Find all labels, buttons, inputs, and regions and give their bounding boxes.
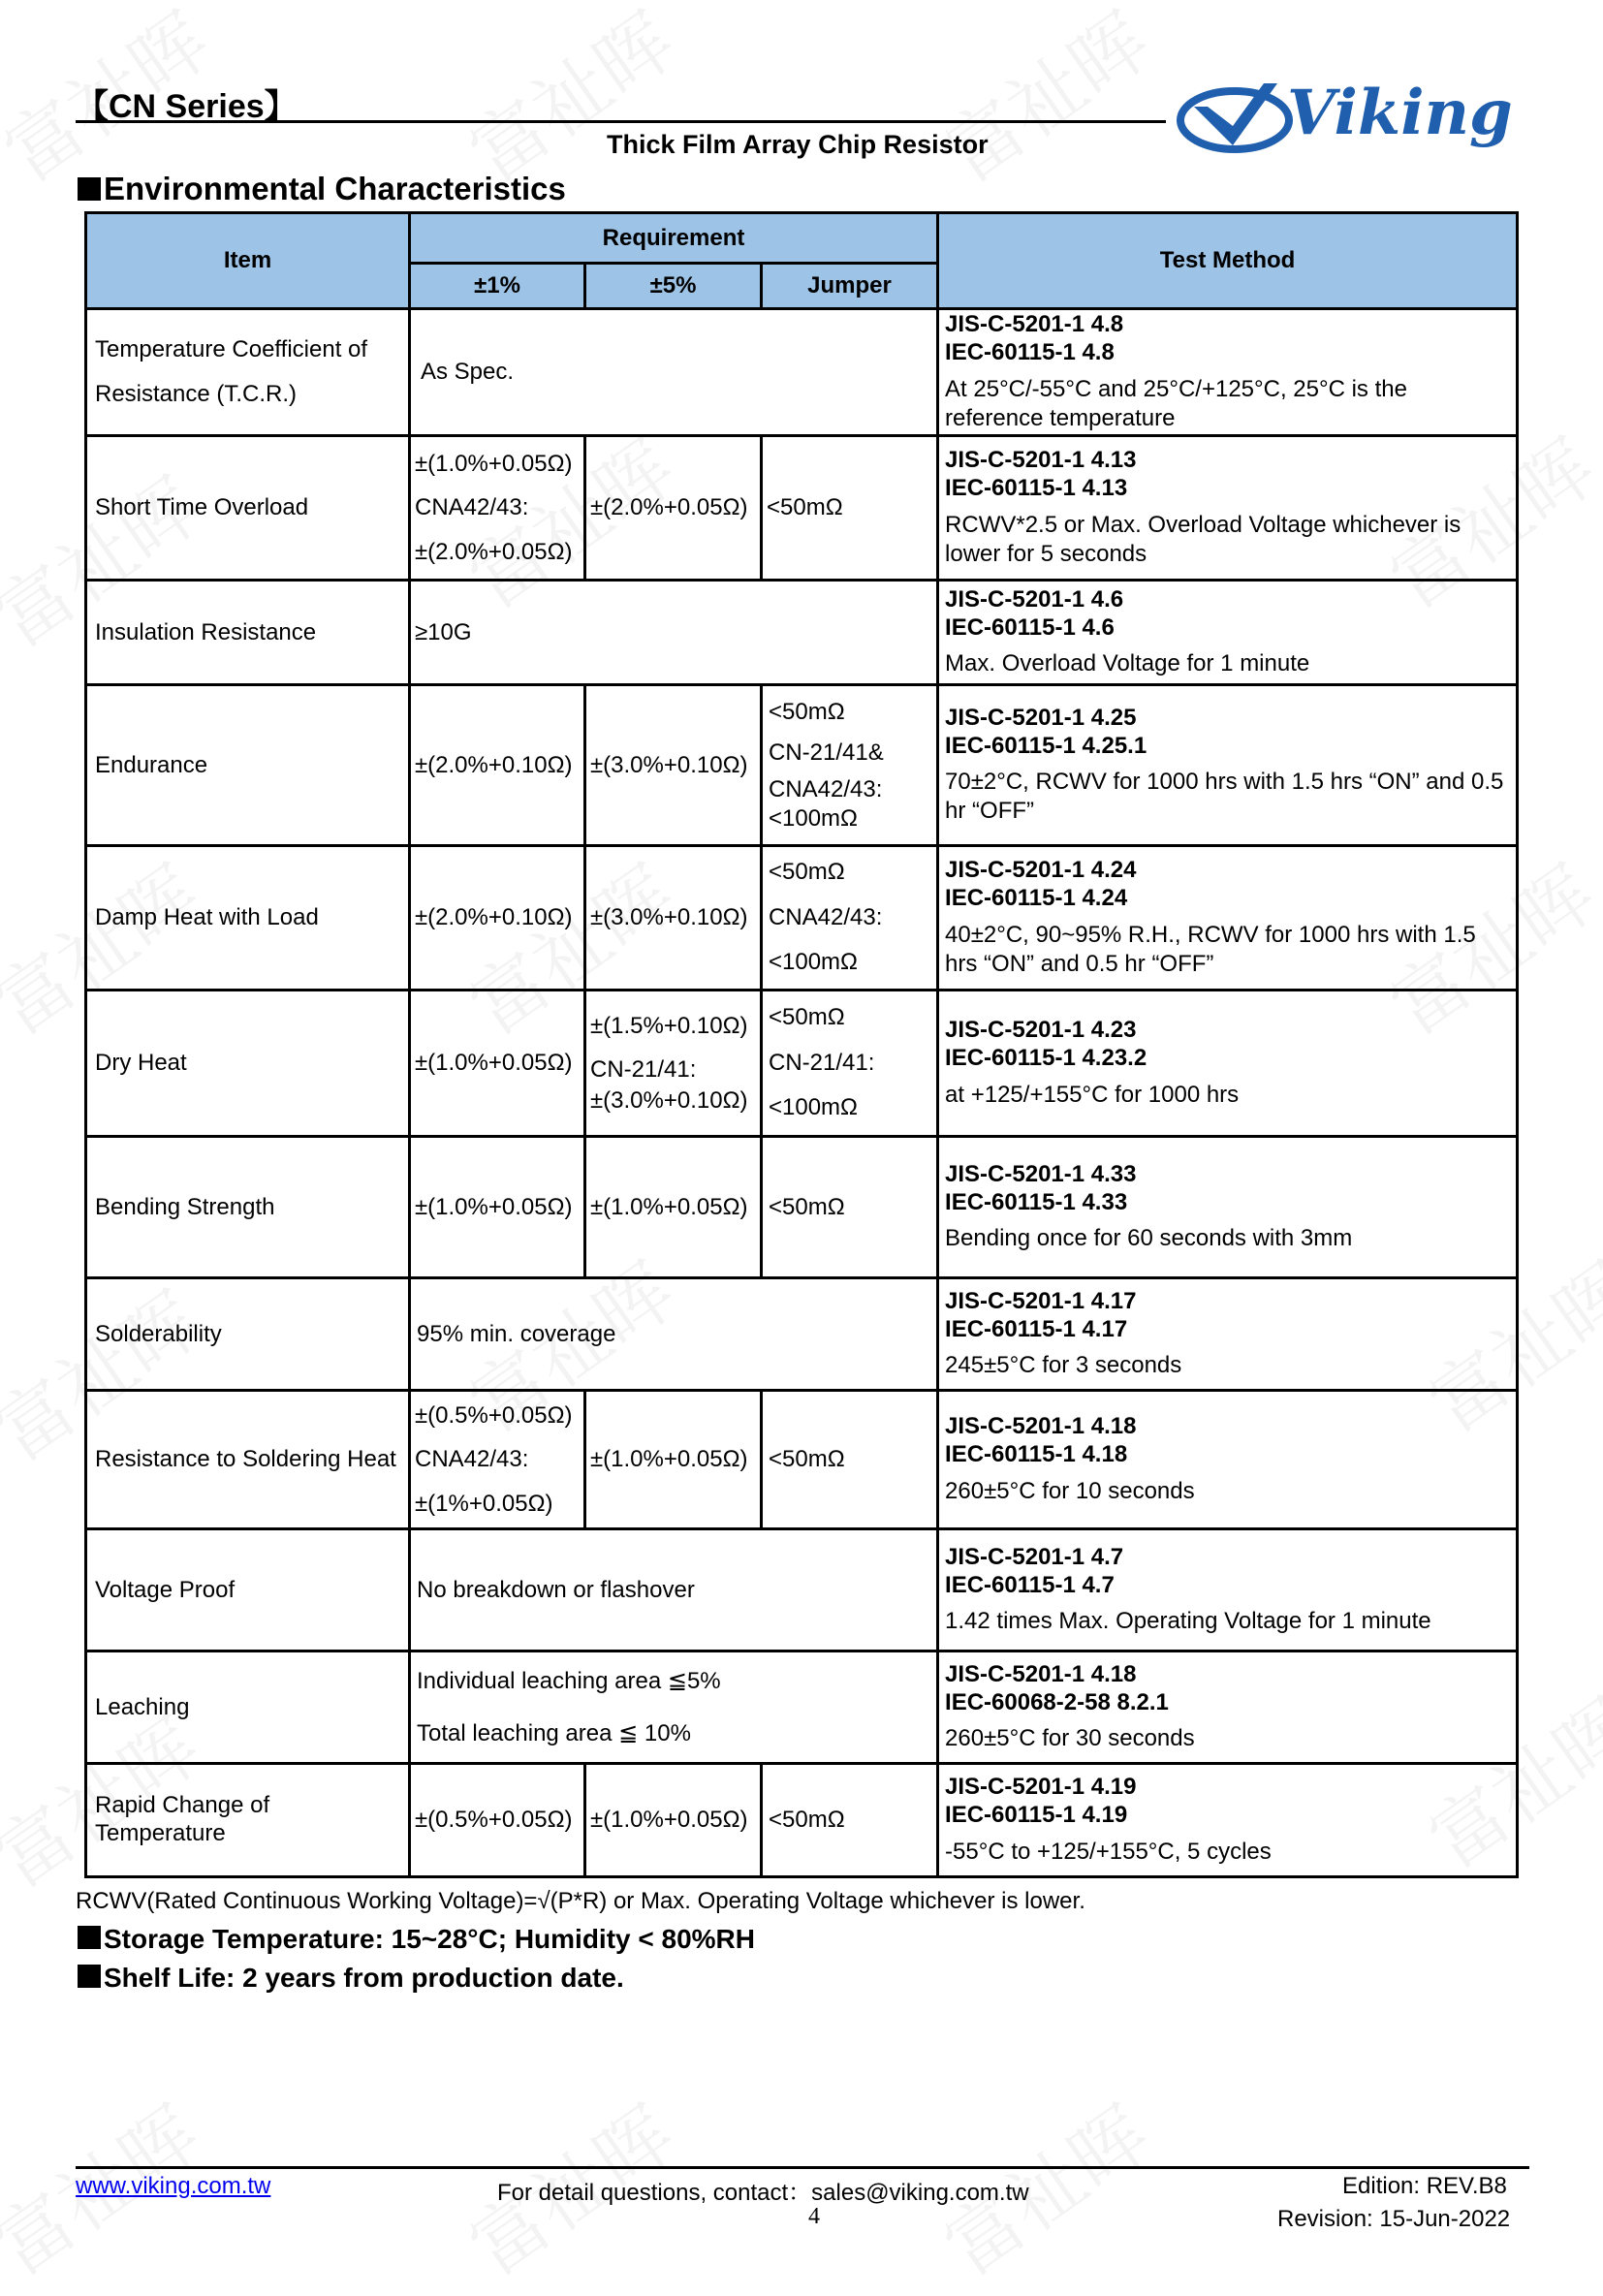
test-method-cell: JIS-C-5201-1 4.23 IEC-60115-1 4.23.2 at +125/+155°C for 1000 hrs bbox=[938, 991, 1518, 1137]
header-requirement: Requirement bbox=[410, 213, 938, 264]
table-row bbox=[86, 1137, 1518, 1278]
table-row bbox=[86, 1278, 1518, 1391]
test-method-cell: JIS-C-5201-1 4.19 IEC-60115-1 4.19 -55°C to +125/+155°C, 5 cycles bbox=[938, 1764, 1518, 1877]
environmental-characteristics-table bbox=[84, 211, 1519, 1878]
table-row bbox=[86, 1391, 1518, 1529]
table-row bbox=[86, 1651, 1518, 1764]
table-row bbox=[86, 685, 1518, 846]
requirement-jumper-cell: <50mΩ CN-21/41& CNA42/43: <100mΩ bbox=[762, 685, 938, 846]
edition-label: Edition: REV.B8 bbox=[1342, 2173, 1507, 2199]
test-method-cell: JIS-C-5201-1 4.18 IEC-60115-1 4.18 260±5°C for 10 seconds bbox=[938, 1391, 1518, 1529]
watermark bbox=[920, 0, 1168, 203]
requirement-5pct-cell: ±(1.0%+0.05Ω) bbox=[585, 1391, 762, 1529]
table-row bbox=[86, 1764, 1518, 1877]
revision-date: Revision: 15-Jun-2022 bbox=[1277, 2206, 1511, 2232]
header-tolerance-5: ±5% bbox=[585, 264, 762, 309]
requirement-5pct-cell: ±(3.0%+0.10Ω) bbox=[585, 846, 762, 991]
storage-conditions: Storage Temperature: 15~28°C; Humidity < 80%RH bbox=[78, 1924, 755, 1955]
requirement-cell: No breakdown or flashover bbox=[410, 1529, 938, 1651]
test-method-cell: JIS-C-5201-1 4.7 IEC-60115-1 4.7 1.42 times Max. Operating Voltage for 1 minute bbox=[938, 1529, 1518, 1651]
test-method-cell: JIS-C-5201-1 4.24 IEC-60115-1 4.24 40±2°C, 90~95% R.H., RCWV for 1000 hrs with 1.5 hrs “ON” and 0.5 hr “OFF” bbox=[938, 846, 1518, 991]
header-jumper: Jumper bbox=[762, 264, 938, 309]
table-row bbox=[86, 991, 1518, 1137]
item-cell: Temperature Coefficient of Resistance (T.C.R.) bbox=[86, 309, 410, 436]
test-method-cell: JIS-C-5201-1 4.25 IEC-60115-1 4.25.1 70±2°C, RCWV for 1000 hrs with 1.5 hrs “ON” and 0.5 hr “OFF” bbox=[938, 685, 1518, 846]
page-number: 4 bbox=[808, 2204, 820, 2229]
item-cell: Resistance to Soldering Heat bbox=[86, 1391, 410, 1529]
requirement-5pct-cell: ±(2.0%+0.05Ω) bbox=[585, 436, 762, 581]
requirement-1pct-cell: ±(2.0%+0.10Ω) bbox=[410, 685, 585, 846]
requirement-jumper-cell: <50mΩ bbox=[762, 1137, 938, 1278]
header-rule bbox=[76, 120, 1166, 123]
shelf-life: Shelf Life: 2 years from production date. bbox=[78, 1963, 624, 1994]
requirement-1pct-cell: ±(0.5%+0.05Ω) bbox=[410, 1764, 585, 1877]
requirement-cell: As Spec. bbox=[410, 309, 938, 436]
requirement-1pct-cell: ±(0.5%+0.05Ω) CNA42/43: ±(1%+0.05Ω) bbox=[410, 1391, 585, 1529]
header-test-method: Test Method bbox=[938, 213, 1518, 309]
item-cell: Endurance bbox=[86, 685, 410, 846]
test-method-cell: JIS-C-5201-1 4.8 IEC-60115-1 4.8 At 25°C/-55°C and 25°C/+125°C, 25°C is the reference temperature bbox=[938, 309, 1518, 436]
requirement-jumper-cell: <50mΩ CNA42/43: <100mΩ bbox=[762, 846, 938, 991]
table-row bbox=[86, 309, 1518, 436]
header-tolerance-1: ±1% bbox=[410, 264, 585, 309]
requirement-1pct-cell: ±(1.0%+0.05Ω) CNA42/43: ±(2.0%+0.05Ω) bbox=[410, 436, 585, 581]
table-row bbox=[86, 581, 1518, 685]
square-bullet-icon bbox=[78, 1965, 101, 1988]
requirement-1pct-cell: ±(2.0%+0.10Ω) bbox=[410, 846, 585, 991]
test-method-cell: JIS-C-5201-1 4.33 IEC-60115-1 4.33 Bending once for 60 seconds with 3mm bbox=[938, 1137, 1518, 1278]
item-cell: Leaching bbox=[86, 1651, 410, 1764]
test-method-cell: JIS-C-5201-1 4.17 IEC-60115-1 4.17 245±5°C for 3 seconds bbox=[938, 1278, 1518, 1391]
requirement-5pct-cell: ±(1.0%+0.05Ω) bbox=[585, 1137, 762, 1278]
requirement-5pct-cell: ±(3.0%+0.10Ω) bbox=[585, 685, 762, 846]
footer-rule bbox=[76, 2166, 1529, 2169]
requirement-1pct-cell: ±(1.0%+0.05Ω) bbox=[410, 1137, 585, 1278]
rcwv-note: RCWV(Rated Continuous Working Voltage)=√(P*R) or Max. Operating Voltage whichever is lower. bbox=[76, 1888, 1085, 1914]
contact-text: For detail questions, contact：sales@viking.com.tw bbox=[497, 2180, 1029, 2206]
test-method-cell: JIS-C-5201-1 4.6 IEC-60115-1 4.6 Max. Overload Voltage for 1 minute bbox=[938, 581, 1518, 685]
logo-wordmark: Viking bbox=[1287, 77, 1513, 149]
requirement-5pct-cell: ±(1.5%+0.10Ω) CN-21/41: ±(3.0%+0.10Ω) bbox=[585, 991, 762, 1137]
item-cell: Rapid Change of Temperature bbox=[86, 1764, 410, 1877]
requirement-5pct-cell: ±(1.0%+0.05Ω) bbox=[585, 1764, 762, 1877]
table-row bbox=[86, 846, 1518, 991]
test-method-cell: JIS-C-5201-1 4.13 IEC-60115-1 4.13 RCWV*2.5 or Max. Overload Voltage whichever is lower for 5 seconds bbox=[938, 436, 1518, 581]
header-item: Item bbox=[86, 213, 410, 309]
item-cell: Bending Strength bbox=[86, 1137, 410, 1278]
website-link[interactable]: www.viking.com.tw bbox=[76, 2173, 271, 2199]
item-cell: Dry Heat bbox=[86, 991, 410, 1137]
item-cell: Short Time Overload bbox=[86, 436, 410, 581]
product-subtitle: Thick Film Array Chip Resistor bbox=[607, 130, 989, 159]
requirement-cell: Individual leaching area ≦5% Total leaching area ≦ 10% bbox=[410, 1651, 938, 1764]
square-bullet-icon bbox=[78, 1926, 101, 1949]
item-cell: Solderability bbox=[86, 1278, 410, 1391]
item-cell: Damp Heat with Load bbox=[86, 846, 410, 991]
requirement-1pct-cell: ±(1.0%+0.05Ω) bbox=[410, 991, 585, 1137]
requirement-cell: ≥10G bbox=[410, 581, 938, 685]
series-title: 【CN Series】 bbox=[76, 88, 298, 125]
table-row bbox=[86, 1529, 1518, 1651]
section-title: Environmental Characteristics bbox=[78, 171, 566, 207]
requirement-jumper-cell: <50mΩ bbox=[762, 1391, 938, 1529]
test-method-cell: JIS-C-5201-1 4.18 IEC-60068-2-58 8.2.1 260±5°C for 30 seconds bbox=[938, 1651, 1518, 1764]
viking-logo bbox=[1173, 70, 1541, 163]
table-row bbox=[86, 436, 1518, 581]
requirement-cell: 95% min. coverage bbox=[410, 1278, 938, 1391]
item-cell: Voltage Proof bbox=[86, 1529, 410, 1651]
square-bullet-icon bbox=[78, 177, 101, 201]
requirement-jumper-cell: <50mΩ bbox=[762, 436, 938, 581]
requirement-jumper-cell: <50mΩ CN-21/41: <100mΩ bbox=[762, 991, 938, 1137]
item-cell: Insulation Resistance bbox=[86, 581, 410, 685]
requirement-jumper-cell: <50mΩ bbox=[762, 1764, 938, 1877]
